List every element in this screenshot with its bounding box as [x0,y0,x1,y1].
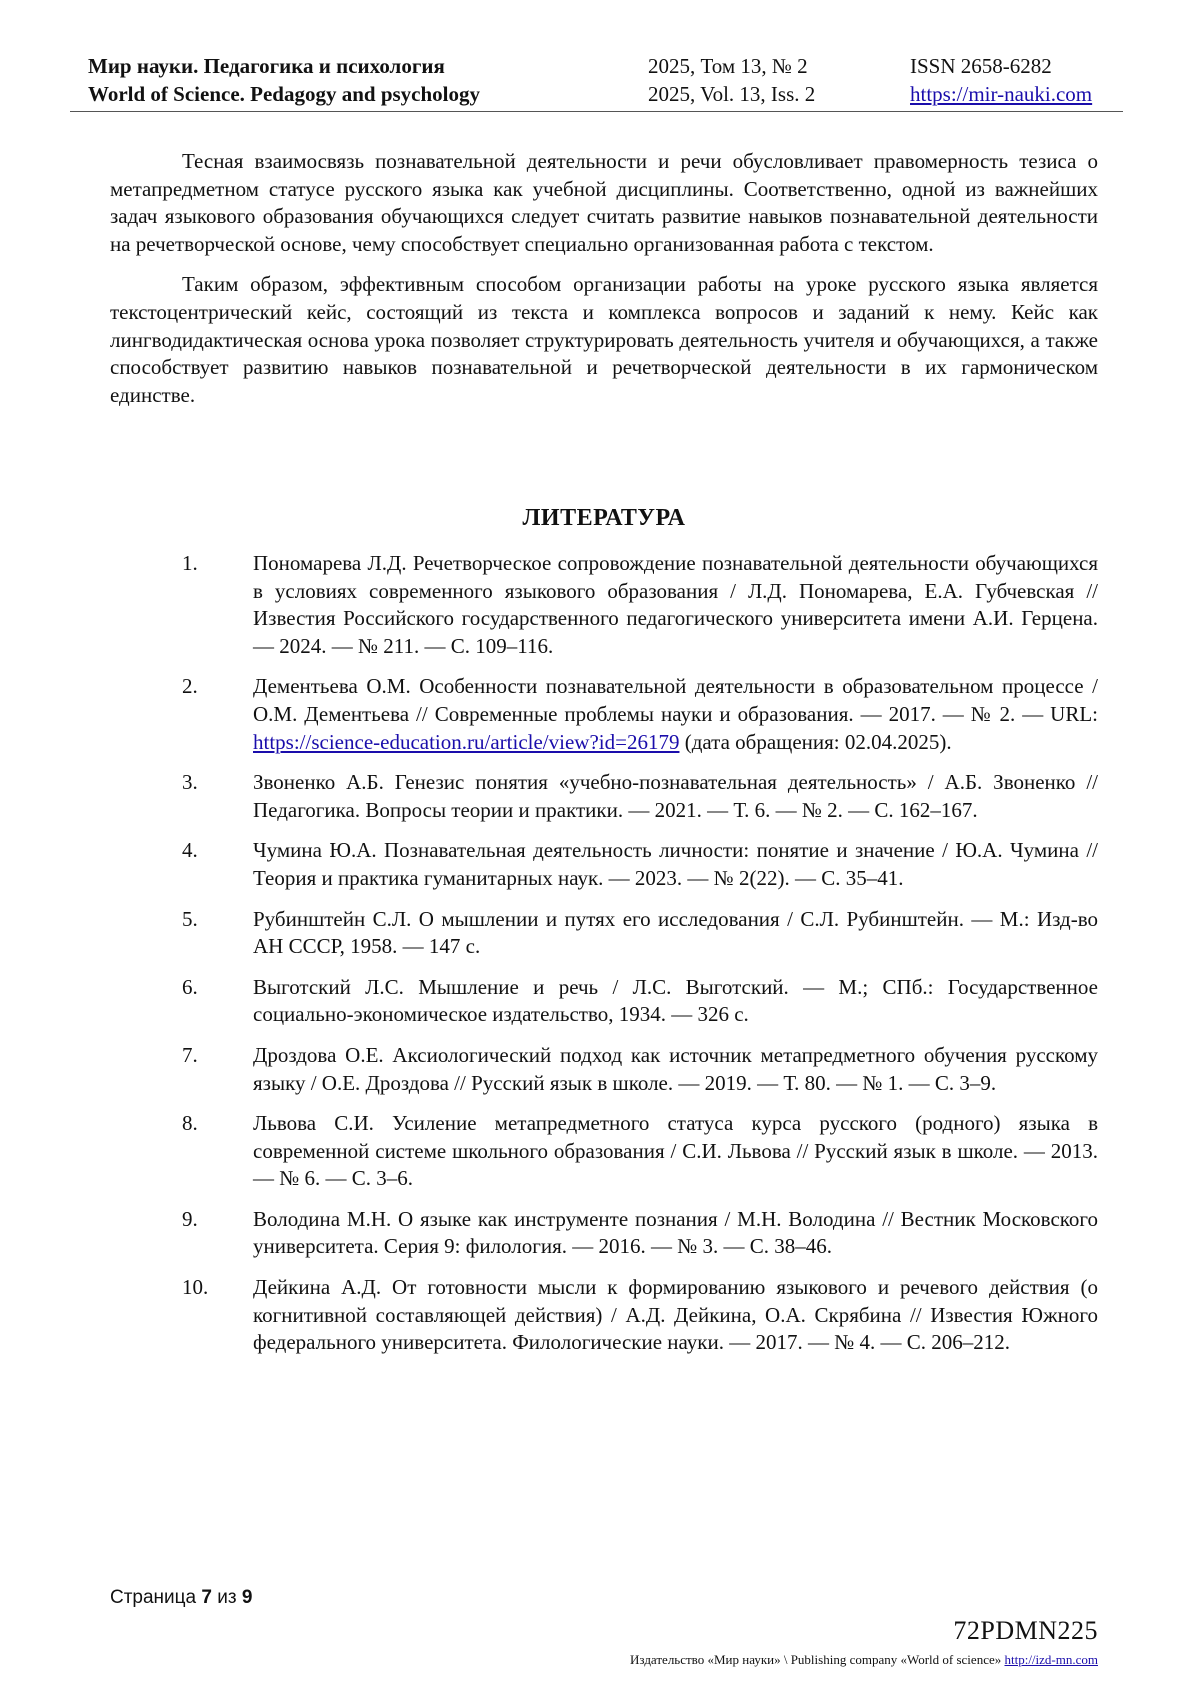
reference-number: 1. [182,551,198,575]
paragraph: Тесная взаимосвязь познавательной деятельности и речи обусловливает правомерность тезиса о метапредметном статусе русского языка как учебной дисциплины. Соответственно, одной из важнейших задач языкового образования обучающихся следует считать развитие навыков познавательной деятельности на речетворческой основе, чему способствует специально организованная работа с текстом. [110,149,1098,256]
reference-number: 7. [182,1042,198,1067]
article-body [110,148,1098,422]
issn: ISSN 2658-6282 [910,54,1052,78]
journal-title-ru: Мир науки. Педагогика и психология [88,54,445,78]
page-current: 7 [201,1587,212,1608]
page-header [70,52,1120,112]
reference-text: Дейкина А.Д. От готовности мысли к формированию языкового и речевого действия (о когнитивной составляющей действия) / А.Д. Дейкина, О.А. Скрябина // Известия Южного федерального университета. Филологические науки. — 2017. — № 4. — С. 206–212. [253,1275,1098,1355]
reference-item [110,1206,1098,1261]
reference-number: 6. [182,974,198,999]
reference-item [110,1042,1098,1097]
reference-item [110,1274,1098,1357]
paragraph: Таким образом, эффективным способом организации работы на уроке русского языка является текстоцентрический кейс, состоящий из текста и комплекса вопросов и заданий к нему. Кейс как лингводидактическая основа урока позволяет структурировать деятельность учителя и обучающихся, а также способствует развитию навыков познавательной и речетворческой деятельности в их гармоническом единстве. [110,272,1098,407]
reference-text: Звоненко А.Б. Генезис понятия «учебно-познавательная деятельность» / А.Б. Звоненко // Педагогика. Вопросы теории и практики. — 2021. — Т. 6. — № 2. — С. 162–167. [253,770,1098,822]
issn-block [910,52,1092,108]
reference-number: 4. [182,838,198,863]
header-divider [70,111,1123,112]
page-total: 9 [241,1587,253,1608]
journal-title [88,52,480,108]
publisher-line: Издательство «Мир науки» \ Publishing company «World of science» http://izd-mn.com [630,1652,1098,1667]
reference-item [110,906,1098,961]
reference-item [110,550,1098,660]
reference-item [110,769,1098,824]
issue-info [648,52,815,108]
reference-text: Выготский Л.С. Мышление и речь / Л.С. Выготский. — М.; СПб.: Государственное социально-экономическое издательство, 1934. — 326 с. [253,974,1098,1027]
reference-item [110,974,1098,1029]
reference-url-link[interactable]: https://science-education.ru/article/view?id=26179 [253,729,680,754]
reference-text: Дементьева О.М. Особенности познавательной деятельности в образовательном процессе / О.М. Дементьева // Современные проблемы науки и образования. — 2017. — № 2. — URL: https://science-education.ru/article/view?id=26179 (дата обращения: 02.04.2025). [253,674,1098,754]
reference-text: Дроздова О.Е. Аксиологический подход как источник метапредметного обучения русскому языку / О.Е. Дроздова // Русский язык в школе. — 2019. — Т. 80. — № 1. — С. 3–9. [253,1042,1098,1095]
reference-item [110,837,1098,892]
reference-list [110,550,1098,1370]
references-heading: ЛИТЕРАТУРА [522,505,686,531]
reference-text: Чумина Ю.А. Познавательная деятельность личности: понятие и значение / Ю.А. Чумина // Теория и практика гуманитарных наук. — 2023. — № 2(22). — С. 35–41. [253,838,1098,890]
reference-item [110,1110,1098,1193]
reference-number: 3. [182,770,198,795]
reference-number: 5. [182,906,198,931]
reference-item [110,673,1098,756]
journal-site-link[interactable]: https://mir-nauki.com [910,82,1093,106]
reference-number: 2. [182,674,198,699]
reference-number: 8. [182,1111,198,1136]
reference-text: Володина М.Н. О языке как инструменте познания / М.Н. Володина // Вестник Московского университета. Серия 9: филология. — 2016. — № 3. — С. 38–46. [253,1206,1098,1259]
article-code: 72PDMN225 [953,1616,1098,1645]
reference-number: 9. [182,1206,198,1231]
reference-number: 10. [182,1275,209,1300]
reference-text: Львова С.И. Усиление метапредметного статуса курса русского (родного) языка в современной системе школьного образования / С.И. Львова // Русский язык в школе. — 2013. — № 6. — С. 3–6. [253,1111,1098,1191]
journal-title-en: World of Science. Pedagogy and psychology [88,82,481,106]
issue-info-en: 2025, Vol. 13, Iss. 2 [648,82,816,106]
issue-info-ru: 2025, Том 13, № 2 [648,54,808,78]
publisher-link[interactable]: http://izd-mn.com [1004,1652,1098,1667]
page-counter: Страница 7 из 9 [110,1587,253,1608]
reference-text: Пономарева Л.Д. Речетворческое сопровождение познавательной деятельности обучающихся в условиях современного языкового образования / Л.Д. Пономарева, Е.А. Губчевская // Известия Российского государственного педагогического университета имени А.И. Герцена. — 2024. — № 211. — С. 109–116. [253,551,1098,658]
reference-text: Рубинштейн С.Л. О мышлении и путях его исследования / С.Л. Рубинштейн. — М.: Изд-во АН СССР, 1958. — 147 с. [253,906,1098,959]
